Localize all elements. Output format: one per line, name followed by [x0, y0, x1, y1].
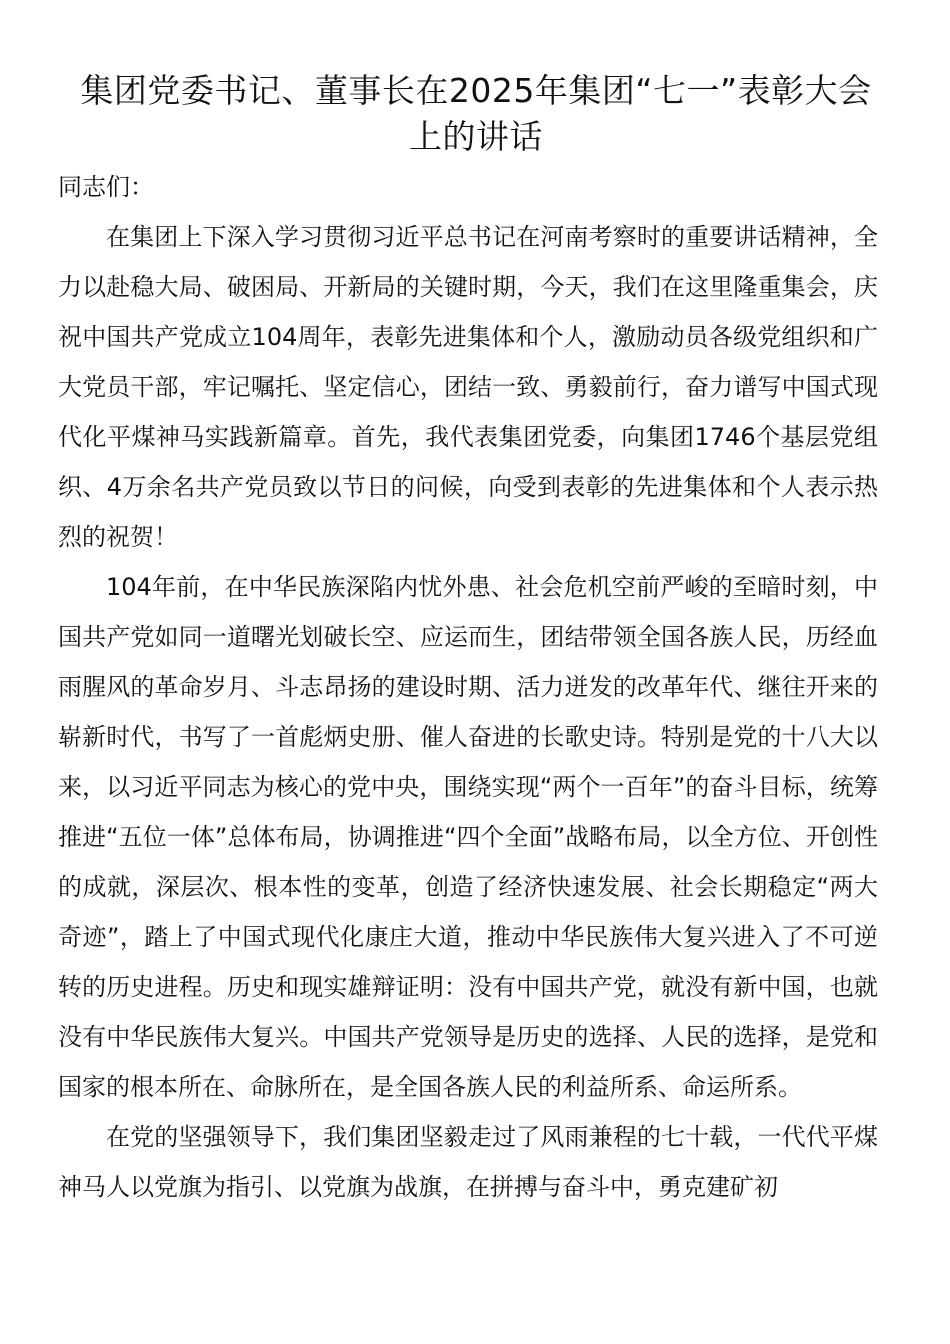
greeting: 同志们： [58, 173, 154, 201]
document-title: 集团党委书记、董事长在2025年集团“七一”表彰大会上的讲话 [80, 71, 872, 156]
paragraph-1: 在集团上下深入学习贯彻习近平总书记在河南考察时的重要讲话精神，全力以赴稳大局、破困局、开新局的关键时期，今天，我们在这里隆重集会，庆祝中国共产党成立104周年，表彰先进集体和个人，激励动员各级党组织和广大党员干部，牢记嘱托、坚定信心，团结一致、勇毅前行，奋力谱写中国式现代化平煤神马实践新篇章。首先，我代表集团党委，向集团1746个基层党组织、4万余名共产党员致以节日的问候，向受到表彰的先进集体和个人表示热烈的祝贺！ [58, 223, 878, 551]
paragraph-3: 在党的坚强领导下，我们集团坚毅走过了风雨兼程的七十载，一代代平煤神马人以党旗为指引、以党旗为战旗，在拼搏与奋斗中，勇克建矿初 [58, 1123, 878, 1201]
paragraph-2: 104年前，在中华民族深陷内忧外患、社会危机空前严峻的至暗时刻，中国共产党如同一道曙光划破长空、应运而生，团结带领全国各族人民，历经血雨腥风的革命岁月、斗志昂扬的建设时期、活力迸发的改革年代、继往开来的崭新时代，书写了一首彪炳史册、催人奋进的长歌史诗。特别是党的十八大以来，以习近平同志为核心的党中央，围绕实现“两个一百年”的奋斗目标，统筹推进“五位一体”总体布局，协调推进“四个全面”战略布局，以全方位、开创性的成就，深层次、根本性的变革，创造了经济快速发展、社会长期稳定“两大奇迹”，踏上了中国式现代化康庄大道，推动中华民族伟大复兴进入了不可逆转的历史进程。历史和现实雄辩证明：没有中国共产党，就没有新中国，也就没有中华民族伟大复兴。中国共产党领导是历史的选择、人民的选择，是党和国家的根本所在、命脉所在，是全国各族人民的利益所系、命运所系。 [58, 573, 878, 1101]
